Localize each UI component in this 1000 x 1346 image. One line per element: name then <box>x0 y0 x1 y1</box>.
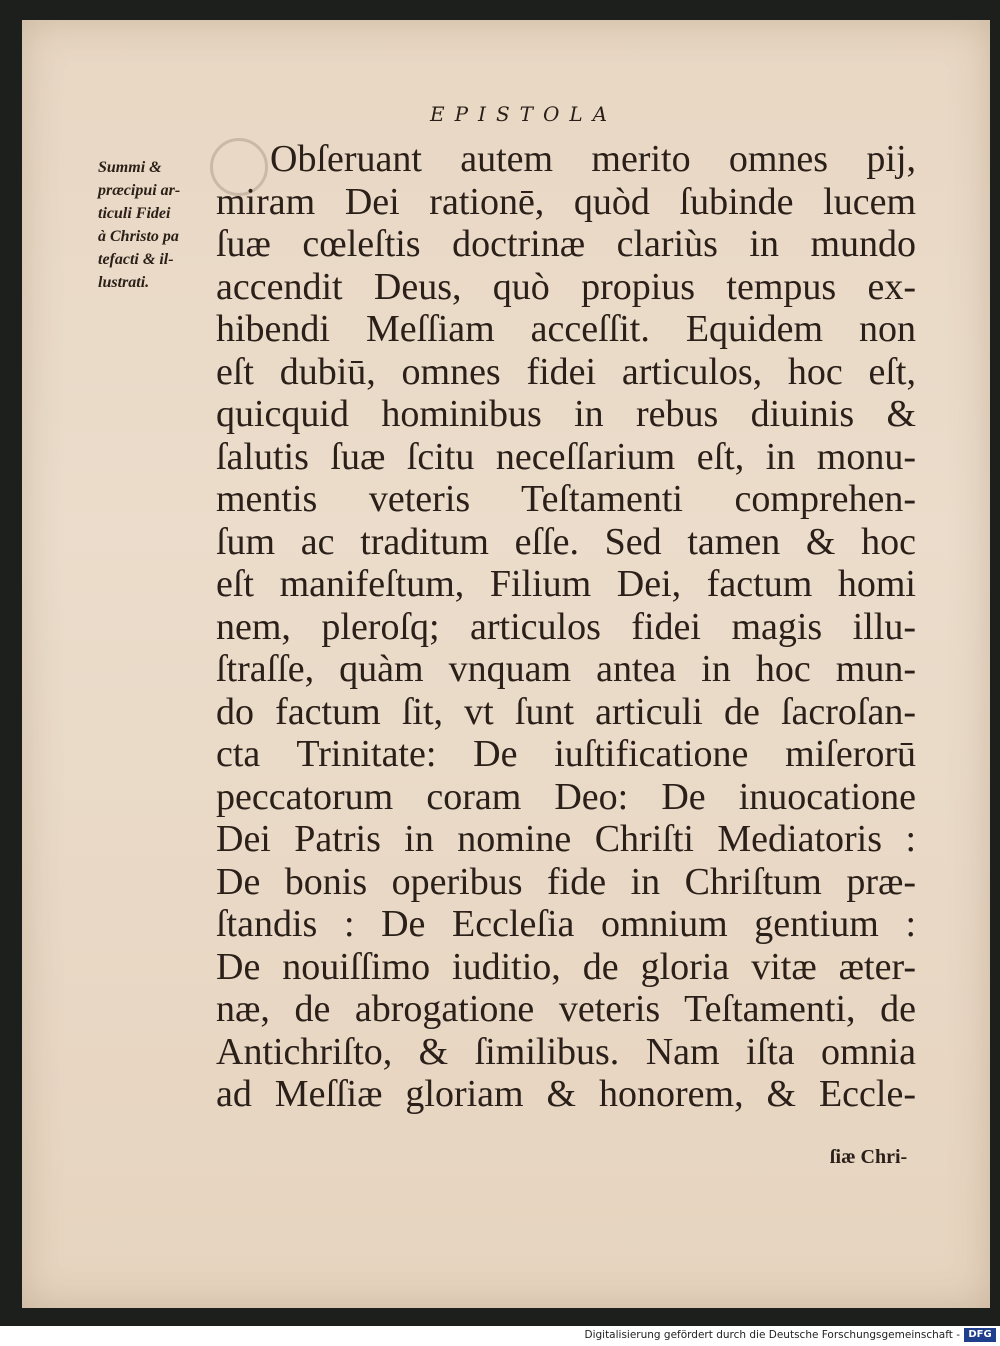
marginal-note-line: ticuli Fidei <box>98 205 171 222</box>
marginal-note-line: præcipui ar- <box>98 182 181 199</box>
text-line: eſt manifeſtum, Filium Dei, factum homi <box>216 563 916 605</box>
text-line: ſalutis ſuæ ſcitu neceſſarium eſt, in monu- <box>216 435 916 478</box>
text-line: ſum ac traditum eſſe. Sed tamen & hoc <box>216 520 916 563</box>
marginal-note <box>98 156 216 294</box>
text-line: quicquid hominibus in rebus diuinis & <box>216 393 916 435</box>
marginal-note-line: tefacti & il- <box>98 251 174 268</box>
marginal-note-line: à Christo pa <box>98 228 179 245</box>
footer-bar <box>0 1326 1000 1346</box>
text-line: accendit Deus, quò propius tempus ex- <box>216 265 916 308</box>
text-line: Dei Patris in nomine Chriſti Mediatoris : <box>216 818 916 860</box>
text-line: ad Meſſiæ gloriam & honorem, & Eccle- <box>216 1073 916 1115</box>
text-line: eſt dubiū, omnes fidei articulos, hoc eſt, <box>216 350 916 393</box>
text-line: do factum ſit, vt ſunt articuli de ſacroſan- <box>216 690 916 733</box>
text-line: De bonis operibus fide in Chriſtum præ- <box>216 860 916 903</box>
text-line: miram Dei rationē, quòd ſubinde lucem <box>216 180 916 223</box>
text-line: ſtraſſe, quàm vnquam antea in hoc mun- <box>216 648 916 690</box>
text-line: Obſeruant autem merito omnes pij, <box>270 138 916 180</box>
text-line: Antichriſto, & ſimilibus. Nam iſta omnia <box>216 1030 916 1073</box>
text-line: hibendi Meſſiam acceſſit. Equidem non <box>216 308 916 350</box>
body-text <box>216 138 916 1116</box>
catchword: ſiæ Chri- <box>830 1146 908 1168</box>
text-line: ſtandis : De Eccleſia omnium gentium : <box>216 903 916 945</box>
funding-credit: Digitalisierung gefördert durch die Deutsche Forschungsgemeinschaft - <box>584 1329 960 1341</box>
running-head: EPISTOLA <box>430 102 618 126</box>
dfg-logo: DFG <box>964 1328 996 1342</box>
text-line: mentis veteris Teſtamenti comprehen- <box>216 478 916 520</box>
marginal-note-line: lustrati. <box>98 274 150 291</box>
text-line: cta Trinitate: De iuſtificatione miſerorū <box>216 733 916 775</box>
text-line: næ, de abrogatione veteris Teſtamenti, de <box>216 988 916 1030</box>
text-line: peccatorum coram Deo: De inuocatione <box>216 775 916 818</box>
text-line: nem, pleroſq; articulos fidei magis illu- <box>216 605 916 648</box>
text-line: ſuæ cœleſtis doctrinæ clariùs in mundo <box>216 223 916 265</box>
text-line: De nouiſſimo iuditio, de gloria vitæ æter- <box>216 945 916 988</box>
marginal-note-line: Summi & <box>98 159 162 176</box>
